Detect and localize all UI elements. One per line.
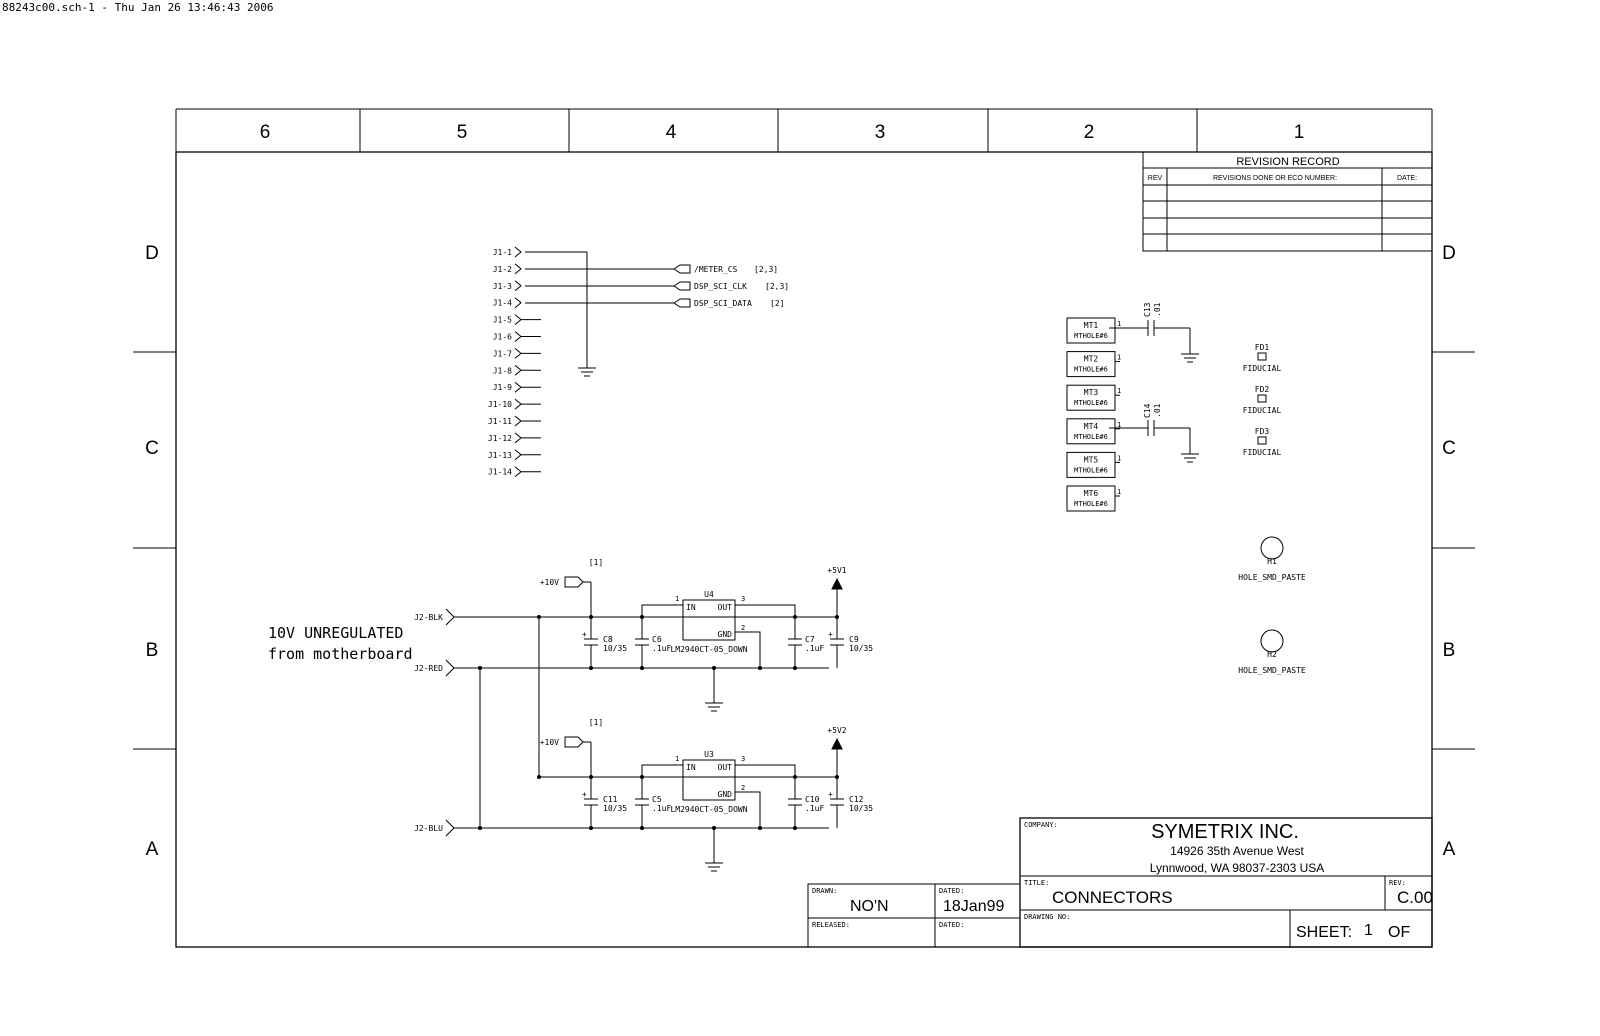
bottom-cap-1-value: 10/35 [603, 804, 628, 813]
revision-record-table [1143, 152, 1432, 251]
j1-signal-labels [694, 265, 789, 308]
revision-record-title: REVISION RECORD [1236, 156, 1340, 168]
zone-labels [145, 122, 1456, 860]
top-ic-pin-in: IN [686, 603, 696, 612]
mt-type-1: MTHOLE#6 [1074, 332, 1108, 340]
h2-ref: H2 [1267, 650, 1277, 659]
j1-pin-arrow-7 [515, 348, 521, 358]
bottom-cap-2-ref: C5 [652, 795, 662, 804]
top-junction-gnd-5 [793, 666, 797, 670]
mt-pin-3: 1 [1117, 387, 1122, 396]
zone-col-6: 6 [259, 122, 271, 143]
h1-ref: H1 [1267, 557, 1277, 566]
top-cap-3-value: .1uF [805, 644, 825, 653]
j1-pin-arrow-6 [515, 332, 521, 342]
mt-ref-1: MT1 [1083, 321, 1099, 330]
c14-ref: C14 [1143, 403, 1152, 418]
revision-date-header: DATE: [1396, 175, 1418, 182]
top-ic-p3: 3 [741, 595, 746, 603]
dated-label: DATED: [939, 887, 965, 895]
bottom-junction-in-4 [835, 775, 839, 779]
top-ic-ref: U4 [704, 590, 714, 599]
j1-pin-arrow-8 [515, 365, 521, 375]
zone-row-b-right: B [1442, 640, 1456, 661]
title-label: TITLE: [1024, 879, 1050, 887]
j1-pin-label-8: J1-8 [492, 366, 512, 376]
fiducial-fd1 [1243, 343, 1282, 373]
top-ic-p2: 2 [741, 624, 746, 632]
mt-type-5: MTHOLE#6 [1074, 466, 1108, 475]
zone-col-1: 1 [1293, 122, 1305, 143]
mt-pin-6: 1 [1117, 488, 1122, 496]
top-cap-2-value: .1uF [652, 644, 672, 653]
j1-pin-label-3: J1-3 [492, 281, 512, 291]
fiducial-fd3 [1243, 427, 1282, 457]
zone-row-d-left: D [145, 243, 159, 264]
drawing-title: CONNECTORS [1052, 888, 1173, 907]
mt-type-2: MTHOLE#6 [1074, 365, 1108, 374]
j1-pin-label-10: J1-10 [487, 400, 512, 410]
j1-pin-label-14: J1-14 [487, 467, 512, 477]
bottom-ic-part: LM2940CT-05_DOWN [670, 805, 748, 814]
bottom-cap-2-value: .1uF [652, 804, 672, 813]
title-block [808, 818, 1433, 947]
top-vin-ref: [1] [588, 558, 604, 567]
zone-row-c-left: C [145, 438, 159, 459]
signal-meter-cs: /METER_CS [694, 265, 738, 274]
regulator-block-top [478, 558, 873, 711]
fd2-label: FIDUCIAL [1242, 406, 1282, 415]
j1-wiring [525, 252, 789, 376]
j1-pin-arrow-9 [515, 382, 521, 392]
top-junction-gnd-0 [478, 666, 482, 670]
j1-pin-arrow-10 [515, 399, 521, 409]
drawing-no-label: DRAWING NO: [1024, 913, 1071, 921]
top-vin-label: +10V [539, 578, 559, 587]
hole-h2 [1238, 630, 1306, 675]
rev-value: C.00 [1397, 888, 1433, 907]
note-line-2: from motherboard [268, 645, 413, 663]
bottom-cap-4-ref: C12 [849, 795, 864, 804]
top-ic-pin-out: OUT [717, 603, 732, 612]
mt-pin-2: 1 [1117, 353, 1122, 362]
fd1-label: FIDUCIAL [1242, 364, 1282, 373]
hole-h1 [1238, 537, 1306, 582]
signal-dsp-sci-clk-ref: [2,3] [765, 282, 790, 291]
company-address-1: 14926 35th Avenue West [1170, 844, 1304, 858]
c13-ref: C13 [1143, 302, 1152, 317]
bottom-ic-pin-in: IN [686, 763, 696, 772]
drawn-value: NO'N [850, 898, 889, 915]
top-ic-pin-gnd: GND [717, 630, 732, 639]
sheet-of-label: OF [1388, 924, 1411, 941]
bottom-ic-pin-gnd: GND [717, 790, 732, 799]
zone-col-5: 5 [456, 122, 468, 143]
top-cap-1-ref: C8 [603, 635, 613, 644]
mt-pin-1: 1 [1117, 320, 1122, 328]
top-cap-4-plus: + [828, 630, 833, 639]
j2-red-label: J2-RED [414, 664, 443, 673]
top-ic-part: LM2940CT-05_DOWN [670, 645, 748, 654]
zone-row-a-left: A [145, 839, 159, 860]
bottom-junction-gnd-2 [640, 826, 644, 830]
bottom-ic-p1: 1 [675, 755, 680, 763]
zone-row-a-right: A [1442, 839, 1456, 860]
top-out-wire [735, 605, 795, 617]
sheet-number: 1 [1364, 922, 1373, 939]
j1-pin-arrow-14 [515, 467, 521, 477]
top-vin-flag [565, 577, 583, 587]
bottom-in-wire [642, 765, 683, 777]
top-out-arrow [832, 579, 842, 589]
bottom-cap-4-value: 10/35 [849, 804, 874, 813]
bottom-vin-ref: [1] [588, 718, 604, 727]
fd3-ref: FD3 [1254, 427, 1270, 436]
j1-pin-label-11: J1-11 [487, 417, 512, 426]
paste-holes [1238, 537, 1306, 675]
company-label: COMPANY: [1024, 821, 1058, 829]
top-vout-label: +5V1 [827, 566, 847, 575]
bottom-junction-in-3 [793, 775, 797, 779]
zone-row-b-left: B [145, 640, 159, 661]
bottom-cap-3-ref: C10 [805, 795, 820, 804]
bottom-ic-pin-out: OUT [717, 763, 732, 772]
j1-pin-arrow-5 [515, 315, 521, 325]
signal-dsp-sci-data-ref: [2] [770, 299, 785, 308]
j1-pin-label-7: J1-7 [492, 349, 512, 359]
j1-pin-label-2: J1-2 [492, 264, 512, 274]
c13-value: .01 [1153, 302, 1162, 317]
zone-row-c-right: C [1442, 438, 1456, 459]
note-line-1: 10V UNREGULATED [268, 624, 404, 642]
fd1-ref: FD1 [1254, 343, 1270, 352]
mt-type-3: MTHOLE#6 [1074, 399, 1108, 408]
mt-ref-3: MT3 [1083, 388, 1099, 398]
top-cap-4-value: 10/35 [849, 644, 874, 653]
top-junction-gnd-2 [640, 666, 644, 670]
j1-pin-label-12: J1-12 [487, 433, 512, 443]
signal-meter-cs-ref: [2,3] [754, 265, 779, 274]
mounting-holes [1067, 318, 1121, 511]
j1-pin-arrow-12 [515, 433, 521, 443]
bottom-junction-in-1 [589, 775, 593, 779]
zone-col-4: 4 [665, 122, 677, 143]
fd3-label: FIDUCIAL [1242, 448, 1282, 457]
regulator-block-bottom [478, 718, 873, 871]
zone-col-2: 2 [1083, 122, 1095, 143]
drawn-label: DRAWN: [812, 887, 838, 895]
j1-pin-label-6: J1-6 [492, 332, 512, 342]
j1-connector [488, 247, 541, 477]
j1-pin-arrow-4 [515, 298, 521, 308]
dated2-label: DATED: [939, 921, 965, 929]
mt-pin-5: 1 [1117, 454, 1122, 463]
bottom-vout-label: +5V2 [827, 726, 847, 735]
bottom-junction-gnd-0 [478, 826, 482, 830]
top-junction-in-4 [835, 615, 839, 619]
mounting-caps [1109, 302, 1199, 462]
bottom-ic-p3: 3 [741, 755, 746, 763]
j2-blu-label: J2-BLU [414, 824, 443, 833]
dated-value: 18Jan99 [943, 898, 1005, 915]
mt-type-6: MTHOLE#6 [1074, 500, 1108, 508]
top-junction-in-2 [640, 615, 644, 619]
h2-label: HOLE_SMD_PASTE [1238, 666, 1306, 675]
signal-dsp-sci-clk: DSP_SCI_CLK [694, 282, 747, 291]
top-cap-2-ref: C6 [652, 635, 662, 644]
company-address-2: Lynnwood, WA 98037-2303 USA [1149, 861, 1325, 875]
mt-ref-4: MT4 [1083, 421, 1099, 431]
top-junction-gnd-1 [589, 666, 593, 670]
bottom-junction-gnd-1 [589, 826, 593, 830]
mt-pin-4: 1 [1117, 420, 1122, 429]
sheet-label: SHEET: [1296, 924, 1353, 941]
fiducial-fd2 [1243, 385, 1282, 415]
bottom-junction-in-2 [640, 775, 644, 779]
zone-col-3: 3 [874, 122, 886, 143]
bottom-vin-flag [565, 737, 583, 747]
j1-pin-arrow-11 [515, 416, 521, 426]
fd2-ref: FD2 [1254, 385, 1270, 394]
zone-row-d-right: D [1442, 243, 1456, 264]
top-cap-1-value: 10/35 [603, 644, 628, 653]
top-junction-gnd-4 [758, 666, 762, 670]
top-junction-in-1 [589, 615, 593, 619]
bottom-junction-gnd-5 [793, 826, 797, 830]
top-in-wire [642, 605, 683, 617]
top-cap-4-ref: C9 [849, 635, 859, 644]
j1-pin-arrow-13 [515, 450, 521, 460]
mt-type-4: MTHOLE#6 [1074, 432, 1108, 441]
bottom-out-wire [735, 765, 795, 777]
mt-ref-2: MT2 [1083, 354, 1099, 364]
company-name: SYMETRIX INC. [1151, 821, 1299, 843]
power-input-note [268, 624, 413, 663]
h1-label: HOLE_SMD_PASTE [1238, 573, 1306, 582]
top-ic-p1: 1 [675, 595, 680, 603]
bottom-cap-4-plus: + [828, 790, 833, 799]
j2-blk-label: J2-BLK [414, 613, 443, 622]
bottom-cap-3-value: .1uF [805, 804, 825, 813]
j1-pin-label-9: J1-9 [492, 383, 512, 393]
j1-pin-arrow-2 [515, 264, 521, 274]
released-label: RELEASED: [812, 921, 850, 929]
revision-desc-header: REVISIONS DONE OR ECO NUMBER: [1212, 175, 1338, 182]
bottom-vin-label: +10V [539, 738, 559, 747]
top-junction-in-0 [537, 615, 541, 619]
j1-pin-arrow-3 [515, 281, 521, 291]
bottom-junction-gnd-4 [758, 826, 762, 830]
revision-rev-header: REV [1147, 175, 1163, 182]
signal-dsp-sci-data: DSP_SCI_DATA [694, 299, 752, 308]
print-header: 88243c00.sch-1 - Thu Jan 26 13:46:43 2006 [2, 1, 274, 14]
fiducials [1243, 343, 1282, 457]
top-junction-in-3 [793, 615, 797, 619]
top-cap-3-ref: C7 [805, 635, 815, 644]
j1-pin-label-5: J1-5 [492, 315, 512, 325]
bottom-junction-in-0 [537, 775, 541, 779]
bottom-cap-1-plus: + [582, 790, 587, 799]
c14-value: .01 [1153, 403, 1162, 418]
j1-pin-label-1: J1-1 [492, 248, 512, 257]
j1-pin-label-13: J1-13 [487, 450, 512, 460]
bottom-out-arrow [832, 739, 842, 749]
bottom-ic-ref: U3 [704, 750, 714, 759]
bottom-ic-p2: 2 [741, 784, 746, 792]
j1-pin-label-4: J1-4 [492, 298, 512, 308]
mt-ref-6: MT6 [1083, 489, 1099, 498]
bottom-cap-1-ref: C11 [603, 795, 618, 804]
top-cap-1-plus: + [582, 630, 587, 639]
j1-pin-arrow-1 [515, 247, 521, 257]
mt-ref-5: MT5 [1083, 455, 1099, 465]
rev-label: REV: [1389, 879, 1406, 887]
